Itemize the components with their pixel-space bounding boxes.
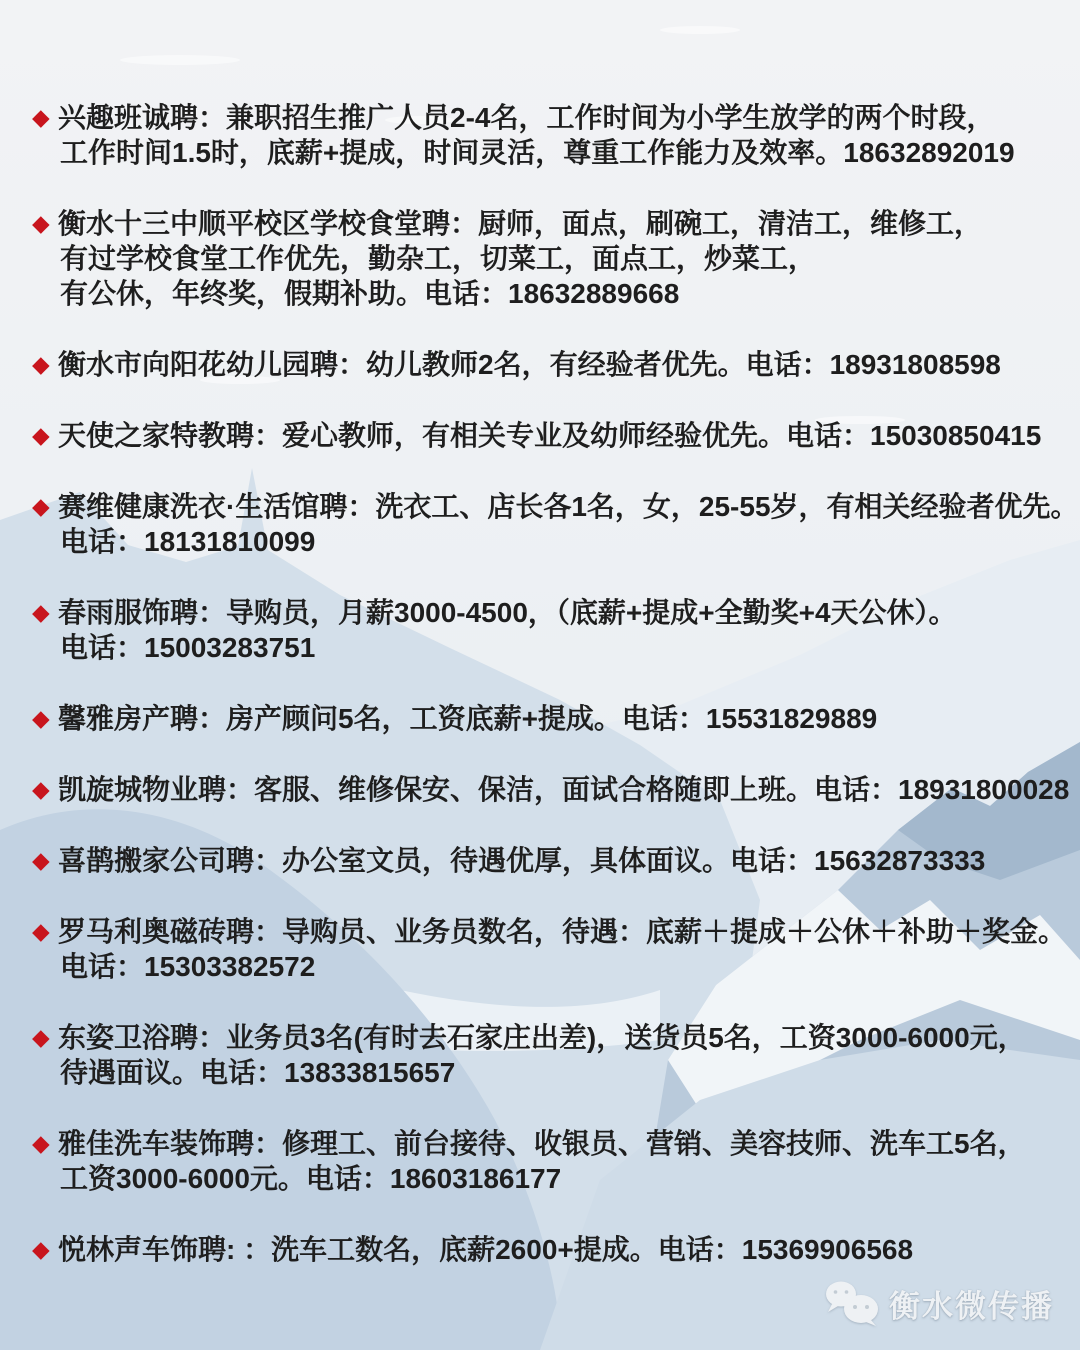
job-listing bbox=[32, 843, 1072, 878]
listing-line-continued bbox=[32, 524, 1072, 559]
listing-line-continued bbox=[32, 241, 1072, 276]
job-listing bbox=[32, 772, 1072, 807]
listing-line-first bbox=[32, 206, 1072, 241]
listing-line-first bbox=[32, 1126, 1072, 1161]
bullet-diamond-icon: ◆ bbox=[32, 599, 50, 625]
bullet-diamond-icon: ◆ bbox=[32, 104, 50, 130]
bullet-diamond-icon: ◆ bbox=[32, 918, 50, 944]
job-listing bbox=[32, 347, 1072, 382]
listing-line-continued bbox=[32, 135, 1072, 170]
listing-text: 工作时间1.5时，底薪+提成，时间灵活，尊重工作能力及效率。18632892019 bbox=[60, 137, 1015, 168]
listing-text: 喜鹊搬家公司聘：办公室文员，待遇优厚，具体面议。电话：15632873333 bbox=[58, 845, 986, 876]
listing-text: 凯旋城物业聘：客服、维修保安、保洁，面试合格随即上班。电话：18931800028 bbox=[58, 774, 1070, 805]
listing-text: 电话：15003283751 bbox=[60, 632, 316, 663]
bullet-diamond-icon: ◆ bbox=[32, 422, 50, 448]
listing-line-first bbox=[32, 843, 1072, 878]
job-listing bbox=[32, 100, 1072, 170]
job-listing bbox=[32, 914, 1072, 984]
listing-text: 赛维健康洗衣·生活馆聘：洗衣工、店长各1名，女，25-55岁，有相关经验者优先。 bbox=[58, 491, 1079, 522]
listing-text: 雅佳洗车装饰聘：修理工、前台接待、收银员、营销、美容技师、洗车工5名， bbox=[58, 1128, 1026, 1159]
job-listing bbox=[32, 701, 1072, 736]
listing-text: 有过学校食堂工作优先，勤杂工，切菜工，面点工，炒菜工， bbox=[60, 243, 817, 274]
listing-line-first bbox=[32, 772, 1072, 807]
bullet-diamond-icon: ◆ bbox=[32, 210, 50, 236]
listing-line-first bbox=[32, 100, 1072, 135]
bullet-diamond-icon: ◆ bbox=[32, 847, 50, 873]
job-listing bbox=[32, 1126, 1072, 1196]
listing-line-continued bbox=[32, 1055, 1072, 1090]
bullet-diamond-icon: ◆ bbox=[32, 1236, 50, 1262]
bullet-diamond-icon: ◆ bbox=[32, 776, 50, 802]
listing-line-first bbox=[32, 914, 1072, 949]
wechat-icon bbox=[824, 1280, 880, 1326]
watermark bbox=[824, 1280, 1054, 1326]
listing-text: 电话：15303382572 bbox=[60, 951, 316, 982]
listing-line-first bbox=[32, 595, 1072, 630]
listing-line-continued bbox=[32, 630, 1072, 665]
listing-text: 馨雅房产聘：房产顾问5名，工资底薪+提成。电话：15531829889 bbox=[58, 703, 878, 734]
listing-line-first bbox=[32, 347, 1072, 382]
bullet-diamond-icon: ◆ bbox=[32, 493, 50, 519]
job-listing bbox=[32, 206, 1072, 311]
listing-text: 天使之家特教聘：爱心教师，有相关专业及幼师经验优先。电话：15030850415 bbox=[58, 420, 1042, 451]
listing-text: 待遇面议。电话：13833815657 bbox=[60, 1057, 456, 1088]
listing-text: 有公休，年终奖，假期补助。电话：18632889668 bbox=[60, 278, 680, 309]
listing-text: 春雨服饰聘：导购员，月薪3000-4500，（底薪+提成+全勤奖+4天公休）。 bbox=[58, 597, 957, 628]
bullet-diamond-icon: ◆ bbox=[32, 351, 50, 377]
listing-text: 罗马利奥磁砖聘：导购员、业务员数名，待遇：底薪＋提成＋公休＋补助＋奖金。 bbox=[58, 916, 1067, 947]
listing-line-continued bbox=[32, 1161, 1072, 1196]
watermark-text: 衡水微传播 bbox=[889, 1288, 1054, 1324]
listing-text: 东姿卫浴聘：业务员3名(有时去石家庄出差)，送货员5名，工资3000-6000元， bbox=[58, 1022, 1026, 1053]
bullet-diamond-icon: ◆ bbox=[32, 1024, 50, 1050]
listing-text: 衡水十三中顺平校区学校食堂聘：厨师，面点，刷碗工，清洁工，维修工， bbox=[58, 208, 983, 239]
job-listing bbox=[32, 1020, 1072, 1090]
job-listing bbox=[32, 595, 1072, 665]
bullet-diamond-icon: ◆ bbox=[32, 1130, 50, 1156]
bullet-diamond-icon: ◆ bbox=[32, 705, 50, 731]
listing-text: 衡水市向阳花幼儿园聘：幼儿教师2名，有经验者优先。电话：18931808598 bbox=[58, 349, 1001, 380]
job-listing bbox=[32, 418, 1072, 453]
job-listing bbox=[32, 489, 1079, 559]
listing-text: 悦林声车饰聘: ：洗车工数名，底薪2600+提成。电话：15369906568 bbox=[58, 1234, 914, 1265]
listing-line-continued bbox=[32, 949, 1072, 984]
listing-text: 工资3000-6000元。电话：18603186177 bbox=[60, 1163, 562, 1194]
listing-text: 电话：18131810099 bbox=[60, 526, 316, 557]
listing-line-first bbox=[32, 1020, 1072, 1055]
listing-line-first bbox=[32, 489, 1079, 524]
listing-line-first bbox=[32, 1232, 1072, 1267]
listing-text: 兴趣班诚聘：兼职招生推广人员2-4名，工作时间为小学生放学的两个时段， bbox=[58, 102, 995, 133]
job-listing bbox=[32, 1232, 1072, 1267]
job-listings bbox=[32, 100, 1079, 1303]
listing-line-first bbox=[32, 418, 1072, 453]
listing-line-first bbox=[32, 701, 1072, 736]
listing-line-continued bbox=[32, 276, 1072, 311]
